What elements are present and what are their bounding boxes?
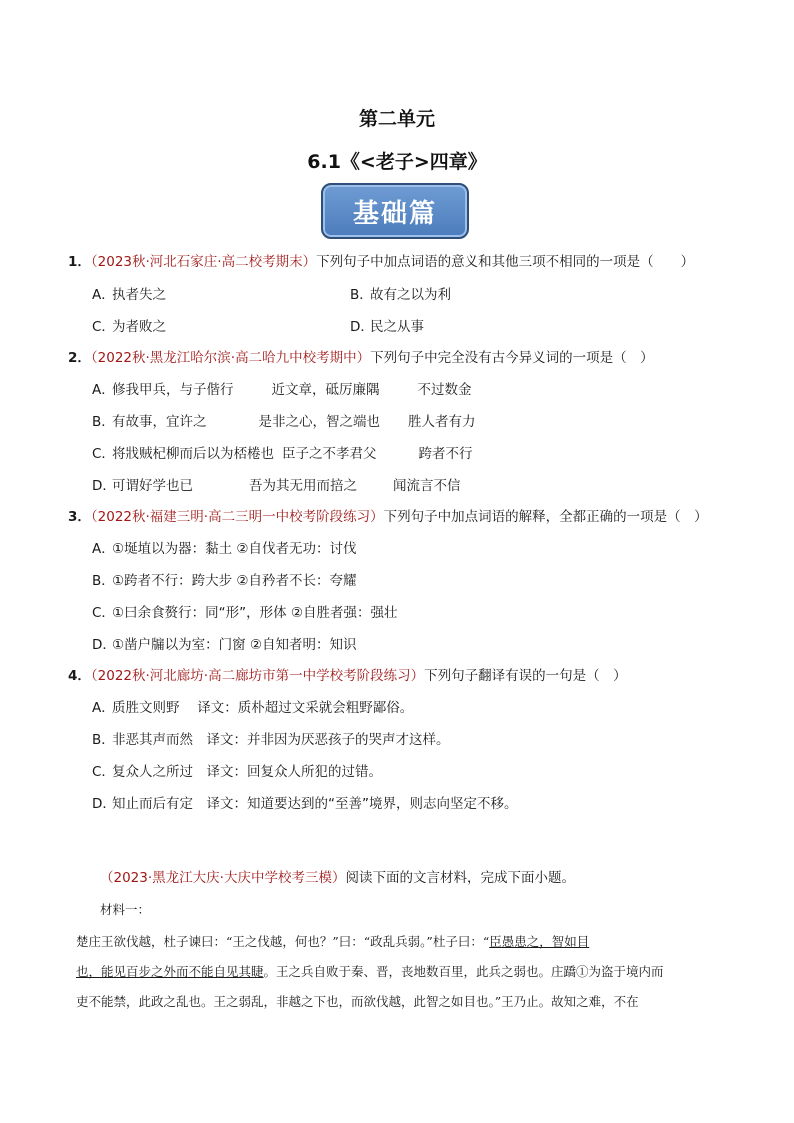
material-text: 。王之兵自败于秦、晋，丧地数百里，此兵之弱也。庄蹻①为盗于境内而 <box>263 964 664 979</box>
option-part: 吾为其无用而掊之 <box>249 478 357 494</box>
option-c <box>92 601 397 621</box>
option-part: 不过数金 <box>417 382 472 398</box>
option-part: 修我甲兵，与子偕行 <box>112 382 234 398</box>
option-letter: B． <box>92 732 115 748</box>
option-letter: D． <box>92 478 116 494</box>
question-source: （2022秋·福建三明·高二三明一中校考阶段练习） <box>90 509 384 525</box>
unit-title: 第二单元 <box>358 108 435 130</box>
question-2 <box>68 346 654 366</box>
option-c <box>92 760 382 780</box>
question-stem: 下列句子中完全没有古今异义词的一项是（ ） <box>370 350 654 366</box>
question-number: 3． <box>68 509 91 525</box>
material-line-1 <box>76 932 589 950</box>
option-text: 质胜文则野 译文：质朴超过文采就会粗野鄙俗。 <box>112 700 414 716</box>
option-b <box>92 569 357 589</box>
underlined-text: 也，能见百步之外而不能自见其睫 <box>76 964 264 979</box>
option-c <box>92 442 473 462</box>
option-letter: D． <box>92 796 116 812</box>
option-text: 知止而后有定 译文：知道要达到的“至善”境界，则志向坚定不移。 <box>112 796 518 812</box>
reading-source: （2023·黑龙江大庆·大庆中学校考三模） <box>100 870 346 886</box>
option-b <box>350 283 451 303</box>
material-text: 吏不能禁，此政之乱也。王之弱乱，非越之下也，而欲伐越，此智之如目也。”王乃止。故知之难，不在 <box>76 994 639 1009</box>
option-letter: C． <box>92 319 115 335</box>
option-letter: C． <box>92 764 115 780</box>
option-part: 臣子之不孝君父 <box>282 446 377 462</box>
question-3 <box>68 505 708 525</box>
option-letter: A． <box>92 700 115 716</box>
option-letter: B． <box>92 573 115 589</box>
material-label: 材料一： <box>100 902 151 917</box>
option-d <box>350 315 424 335</box>
option-letter: D． <box>92 637 116 653</box>
option-text: ①跨者不行：跨大步 ②自矜者不长：夸耀 <box>112 573 357 589</box>
question-1 <box>68 250 694 270</box>
option-text: 执者失之 <box>112 287 166 303</box>
question-source: （2023秋·河北石家庄·高二校考期末） <box>90 254 317 270</box>
section-badge: 基础篇 <box>321 183 469 239</box>
option-text: 为者败之 <box>112 319 166 335</box>
question-number: 2． <box>68 350 91 366</box>
option-part: 跨者不行 <box>418 446 473 462</box>
option-part: 可谓好学也已 <box>112 478 193 494</box>
reading-instruction: 阅读下面的文言材料，完成下面小题。 <box>345 870 575 886</box>
option-letter: C． <box>92 605 115 621</box>
question-number: 1． <box>68 254 91 270</box>
lesson-title: 6.1《<老子>四章》 <box>307 151 487 173</box>
question-4 <box>68 664 627 684</box>
option-part: 有故事，宜许之 <box>112 414 207 430</box>
option-letter: B． <box>350 287 373 303</box>
option-letter: A． <box>92 541 115 557</box>
option-part: 是非之心，智之端也 <box>258 414 380 430</box>
material-text: 楚庄王欲伐越，杜子谏曰：“王之伐越，何也？”曰：“政乱兵弱。”杜子曰：“ <box>76 934 490 949</box>
option-part: 近文章，砥厉廉隅 <box>271 382 380 398</box>
question-stem: 下列句子中加点词语的解释，全都正确的一项是（ ） <box>383 509 708 525</box>
option-text: 故有之以为利 <box>370 287 451 303</box>
option-letter: D． <box>350 319 374 335</box>
option-d <box>92 633 357 653</box>
option-part: 胜人者有力 <box>408 414 476 430</box>
option-d <box>92 792 518 812</box>
option-letter: A． <box>92 382 115 398</box>
option-b <box>92 410 476 430</box>
option-b <box>92 728 450 748</box>
option-a <box>92 283 166 303</box>
option-text: 民之从事 <box>370 319 424 335</box>
question-number: 4． <box>68 668 91 684</box>
option-text: ①埏埴以为器：黏土 ②自伐者无功：讨伐 <box>112 541 357 557</box>
question-source: （2022秋·河北廊坊·高二廊坊市第一中学校考阶段练习） <box>90 668 425 684</box>
option-a <box>92 537 357 557</box>
option-c <box>92 315 166 335</box>
option-letter: B． <box>92 414 115 430</box>
option-part: 将戕贼杞柳而后以为桮棬也 <box>112 446 274 462</box>
question-source: （2022秋·黑龙江哈尔滨·高二哈九中校考期中） <box>90 350 371 366</box>
option-a <box>92 378 472 398</box>
question-stem: 下列句子翻译有误的一句是（ ） <box>424 668 627 684</box>
underlined-text: 臣愚患之，智如目 <box>489 934 590 949</box>
option-a <box>92 696 413 716</box>
option-text: 非恶其声而然 译文：并非因为厌恶孩子的哭声才这样。 <box>112 732 450 748</box>
option-letter: C． <box>92 446 115 462</box>
question-stem: 下列句子中加点词语的意义和其他三项不相同的一项是（ ） <box>316 254 695 270</box>
option-letter: A． <box>92 287 115 303</box>
option-text: ①曰余食赘行：同“形”，形体 ②自胜者强：强壮 <box>112 605 398 621</box>
material-line-3 <box>76 992 639 1010</box>
material-line-2 <box>76 962 664 980</box>
reading-header <box>100 866 575 886</box>
option-text: 复众人之所过 译文：回复众人所犯的过错。 <box>112 764 382 780</box>
option-part: 闻流言不信 <box>393 478 461 494</box>
option-text: ①凿户牖以为室：门窗 ②自知者明：知识 <box>112 637 357 653</box>
option-d <box>92 474 461 494</box>
